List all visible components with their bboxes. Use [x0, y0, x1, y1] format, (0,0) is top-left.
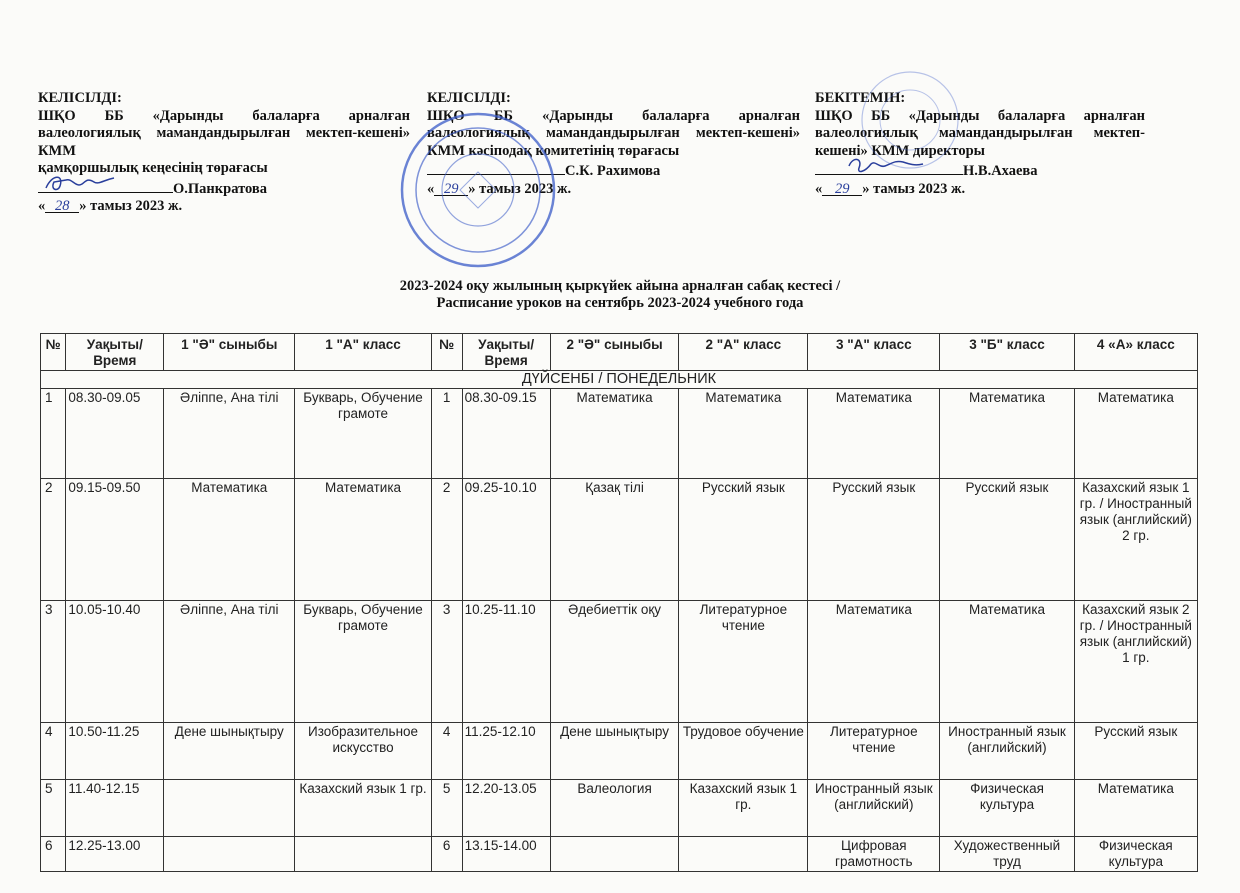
approval-signer: С.К. Рахимова	[565, 163, 661, 179]
table-cell: Физическая культура	[1074, 837, 1197, 872]
approval-date: « 29 » тамыз 2023 ж.	[815, 180, 966, 197]
table-cell	[550, 837, 679, 872]
approval-date-rest: » тамыз 2023 ж.	[862, 180, 966, 197]
table-cell: Трудовое обучение	[679, 723, 808, 780]
table-cell: 6	[41, 837, 66, 872]
table-cell: Букварь, Обучение грамоте	[295, 389, 432, 479]
signature-line	[38, 178, 173, 193]
table-cell: 10.50-11.25	[66, 723, 164, 780]
approval-date-rest: » тамыз 2023 ж.	[468, 180, 572, 197]
table-row	[41, 479, 1198, 601]
table-row	[41, 601, 1198, 723]
table-cell: Казахский язык 2 гр. / Иностранный язык (английский) 1 гр.	[1074, 601, 1197, 723]
document-title	[0, 278, 1240, 312]
table-cell: Букварь, Обучение грамоте	[295, 601, 432, 723]
table-cell: Цифровая грамотность	[808, 837, 940, 872]
table-cell: 13.15-14.00	[462, 837, 550, 872]
table-header-row	[41, 334, 1198, 371]
table-cell: 3	[41, 601, 66, 723]
table-cell: Иностранный язык (английский)	[808, 780, 940, 837]
table-cell: Математика	[808, 389, 940, 479]
table-cell: Русский язык	[1074, 723, 1197, 780]
table-cell: 3	[431, 601, 462, 723]
table-cell: Русский язык	[940, 479, 1074, 601]
table-cell: 4	[431, 723, 462, 780]
table-cell: Казахский язык 1 гр.	[679, 780, 808, 837]
table-cell: 1	[41, 389, 66, 479]
header-cell: Уақыты/ Время	[462, 334, 550, 371]
schedule-table	[40, 333, 1198, 872]
table-cell: Математика	[940, 389, 1074, 479]
table-cell: Физическая культура	[940, 780, 1074, 837]
table-cell: Дене шынықтыру	[550, 723, 679, 780]
header-cell: 1 "А" класс	[295, 334, 432, 371]
table-cell: Қазақ тілі	[550, 479, 679, 601]
table-cell: Художественный труд	[940, 837, 1074, 872]
title-line-kazakh: 2023-2024 оқу жылының қыркүйек айына арналған сабақ кестесі /	[399, 278, 841, 294]
approval-signature-line	[38, 178, 410, 199]
header-cell: 3 "Б" класс	[940, 334, 1074, 371]
table-cell: Казахский язык 1 гр. / Иностранный язык (английский) 2 гр.	[1074, 479, 1197, 601]
table-cell: 2	[41, 479, 66, 601]
header-cell: 2 "Ә" сыныбы	[550, 334, 679, 371]
table-cell: 2	[431, 479, 462, 601]
approval-heading: КЕЛІСІЛДІ:	[427, 90, 511, 106]
approval-date-rest: » тамыз 2023 ж.	[79, 198, 183, 214]
approval-block-council	[38, 90, 410, 216]
header-cell: №	[431, 334, 462, 371]
table-cell: Русский язык	[808, 479, 940, 601]
table-row	[41, 723, 1198, 780]
header-cell: Уақыты/ Время	[66, 334, 164, 371]
table-cell: Изобразительное искусство	[295, 723, 432, 780]
round-seal-icon	[398, 110, 558, 270]
table-cell: 4	[41, 723, 66, 780]
table-cell	[164, 837, 295, 872]
table-cell: Литературное чтение	[679, 601, 808, 723]
approval-heading: БЕКІТЕМІН:	[815, 90, 906, 106]
approval-signer: Н.В.Ахаева	[963, 163, 1038, 179]
table-cell: Казахский язык 1 гр.	[295, 780, 432, 837]
header-cell: 2 "А" класс	[679, 334, 808, 371]
table-cell: Әліппе, Ана тілі	[164, 601, 295, 723]
table-cell: Математика	[679, 389, 808, 479]
table-row	[41, 837, 1198, 872]
approval-signer: О.Панкратова	[173, 180, 267, 197]
table-cell: Математика	[940, 601, 1074, 723]
table-cell: 09.15-09.50	[66, 479, 164, 601]
table-cell	[295, 837, 432, 872]
table-row	[41, 780, 1198, 837]
table-cell: Әдебиеттік оқу	[550, 601, 679, 723]
approval-body: ШҚО ББ «Дарынды балаларға арналған валеологиялық мамандандырылған мектеп-кешені» КММ кәсіподақ комитетінің төрағасы	[427, 107, 800, 159]
table-cell: Иностранный язык (английский)	[940, 723, 1074, 780]
approval-day: 28	[45, 198, 79, 213]
approval-day: 29	[434, 181, 468, 196]
table-cell: 11.25-12.10	[462, 723, 550, 780]
table-cell: Валеология	[550, 780, 679, 837]
approval-body: ШҚО ББ «Дарынды балаларға арналған валеологиялық мамандандырылған мектеп-кешені» КММ	[38, 107, 410, 159]
table-cell: 12.20-13.05	[462, 780, 550, 837]
header-cell: 1 "Ә" сыныбы	[164, 334, 295, 371]
table-cell: 5	[41, 780, 66, 837]
table-cell: Математика	[164, 479, 295, 601]
table-cell: Математика	[550, 389, 679, 479]
table-cell: 5	[431, 780, 462, 837]
table-cell: 1	[431, 389, 462, 479]
header-cell: 4 «А» класс	[1074, 334, 1197, 371]
day-row	[41, 371, 1198, 389]
table-cell	[679, 837, 808, 872]
table-cell: Математика	[1074, 389, 1197, 479]
table-cell: Математика	[295, 479, 432, 601]
approval-body-position: қамқоршылық кеңесінің төрағасы	[38, 160, 268, 176]
table-cell: 11.40-12.15	[66, 780, 164, 837]
header-cell: 3 "А" класс	[808, 334, 940, 371]
table-cell	[164, 780, 295, 837]
header-cell: №	[41, 334, 66, 371]
table-cell: Литературное чтение	[808, 723, 940, 780]
approval-date: « 28 » тамыз 2023 ж.	[38, 198, 183, 214]
table-cell: 6	[431, 837, 462, 872]
table-cell: 10.05-10.40	[66, 601, 164, 723]
faint-emblem-icon	[850, 60, 970, 180]
approval-date: « 29 » тамыз 2023 ж.	[427, 180, 572, 197]
table-cell: Математика	[1074, 780, 1197, 837]
table-cell: Математика	[808, 601, 940, 723]
approval-day: 29	[822, 181, 862, 196]
table-cell: 09.25-10.10	[462, 479, 550, 601]
table-cell: Әліппе, Ана тілі	[164, 389, 295, 479]
approval-heading: КЕЛІСІЛДІ:	[38, 90, 122, 106]
table-cell: 12.25-13.00	[66, 837, 164, 872]
table-cell: 10.25-11.10	[462, 601, 550, 723]
day-label: ДҮЙСЕНБІ / ПОНЕДЕЛЬНИК	[41, 371, 1198, 389]
table-cell: Русский язык	[679, 479, 808, 601]
signature-scribble-icon	[42, 172, 122, 194]
table-cell: Дене шынықтыру	[164, 723, 295, 780]
table-cell: 08.30-09.15	[462, 389, 550, 479]
table-cell: 08.30-09.05	[66, 389, 164, 479]
approval-body: ШҚО ББ «Дарынды балаларға арналған валеологиялық мамандандырылған мектеп-кешені» КММ директоры	[815, 107, 1145, 159]
table-row	[41, 389, 1198, 479]
title-line-russian: Расписание уроков на сентябрь 2023-2024 учебного года	[436, 295, 804, 311]
